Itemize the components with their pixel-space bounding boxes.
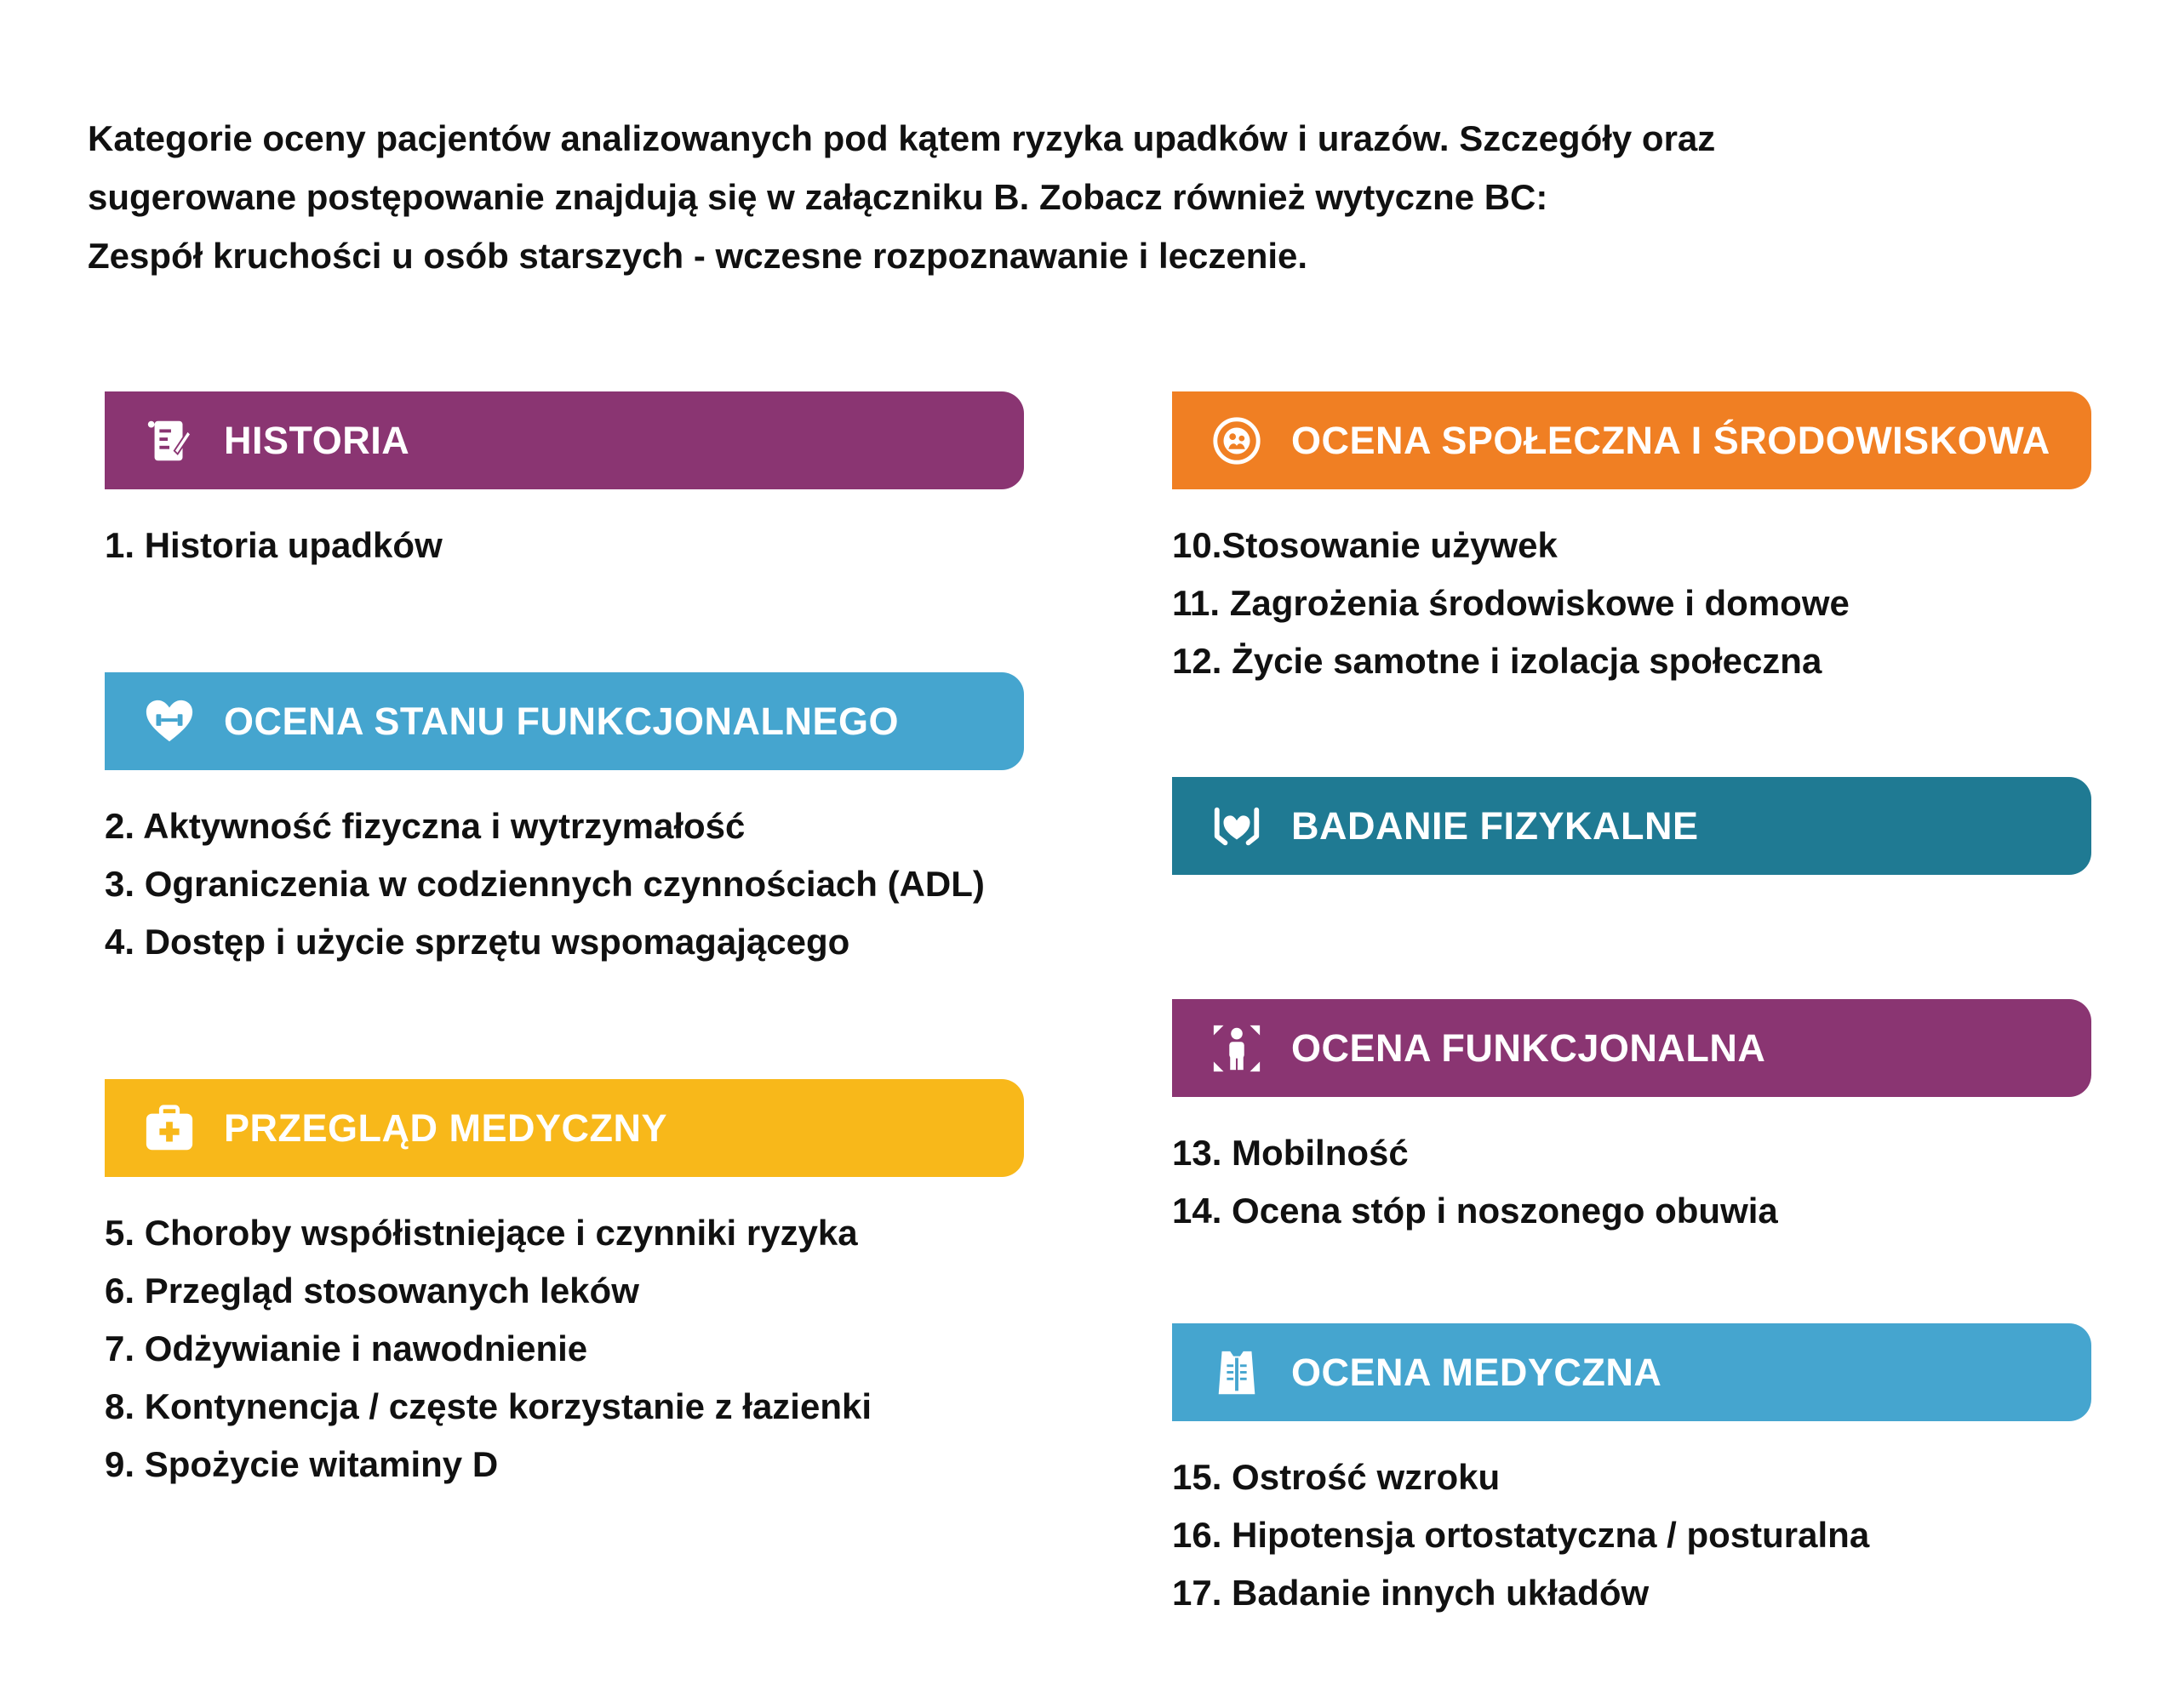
item-list [105, 517, 1024, 574]
section-title: HISTORIA [224, 418, 410, 462]
section-title: OCENA SPOŁECZNA I ŚRODOWISKOWA [1291, 418, 2050, 462]
list-item: 17. Badanie innych układów [1172, 1573, 1650, 1613]
section-title: BADANIE FIZYKALNE [1291, 803, 1699, 848]
list-item: 13. Mobilność [1172, 1133, 1409, 1173]
intro-text [88, 109, 2045, 285]
list-item: 2. Aktywność fizyczna i wytrzymałość [105, 806, 746, 846]
item-list [105, 1204, 1024, 1494]
intro-line-3: Zespół kruchości u osób starszych - wczesne rozpoznawanie i leczenie. [88, 236, 1308, 276]
section-medyczna [1172, 1323, 2091, 1622]
section-title: OCENA STANU FUNKCJONALNEGO [224, 699, 900, 743]
item-list [1172, 1124, 2091, 1240]
person-arrows-icon [1208, 1020, 1266, 1077]
section-badanie [1172, 777, 2091, 875]
section-title: PRZEGLĄD MEDYCZNY [224, 1105, 668, 1150]
list-item: 7. Odżywianie i nawodnienie [105, 1328, 588, 1368]
section-spoleczna [1172, 391, 2091, 690]
section-funkcjonalna [1172, 999, 2091, 1240]
intro-line-1: Kategorie oceny pacjentów analizowanych pod kątem ryzyka upadków i urazów. Szczegóły oraz [88, 118, 1716, 158]
history-scroll-icon [140, 412, 198, 470]
list-item: 6. Przegląd stosowanych leków [105, 1271, 639, 1311]
list-item: 12. Życie samotne i izolacja społeczna [1172, 641, 1822, 681]
list-item: 4. Dostęp i użycie sprzętu wspomagającego [105, 922, 850, 962]
banner-historia [105, 391, 1024, 489]
body-scan-icon [1208, 1344, 1266, 1402]
list-item: 9. Spożycie witaminy D [105, 1444, 499, 1484]
banner-badanie [1172, 777, 2091, 875]
section-przeglad [105, 1079, 1024, 1494]
banner-przeglad [105, 1079, 1024, 1177]
list-item: 1. Historia upadków [105, 525, 443, 565]
medical-kit-icon [140, 1100, 198, 1157]
banner-funkcjonalny [105, 672, 1024, 770]
hands-heart-icon [1208, 797, 1266, 855]
item-list [1172, 1448, 2091, 1622]
list-item: 5. Choroby współistniejące i czynniki ryzyka [105, 1213, 858, 1253]
list-item: 14. Ocena stóp i noszonego obuwia [1172, 1191, 1778, 1231]
list-item: 11. Zagrożenia środowiskowe i domowe [1172, 583, 1850, 623]
banner-spoleczna [1172, 391, 2091, 489]
section-funkcjonalny [105, 672, 1024, 971]
banner-funkcjonalna [1172, 999, 2091, 1097]
section-title: OCENA FUNKCJONALNA [1291, 1025, 1766, 1070]
list-item: 15. Ostrość wzroku [1172, 1457, 1501, 1497]
list-item: 10.Stosowanie używek [1172, 525, 1558, 565]
banner-medyczna [1172, 1323, 2091, 1421]
list-item: 3. Ograniczenia w codziennych czynnościach (ADL) [105, 864, 985, 904]
intro-line-2: sugerowane postępowanie znajdują się w załączniku B. Zobacz również wytyczne BC: [88, 177, 1548, 217]
section-title: OCENA MEDYCZNA [1291, 1350, 1662, 1394]
social-circle-icon [1208, 412, 1266, 470]
section-historia [105, 391, 1024, 574]
list-item: 8. Kontynencja / częste korzystanie z łazienki [105, 1386, 872, 1426]
heart-dumbbell-icon [140, 693, 198, 751]
item-list [105, 797, 1024, 971]
item-list [1172, 517, 2091, 690]
list-item: 16. Hipotensja ortostatyczna / posturalna [1172, 1515, 1870, 1555]
